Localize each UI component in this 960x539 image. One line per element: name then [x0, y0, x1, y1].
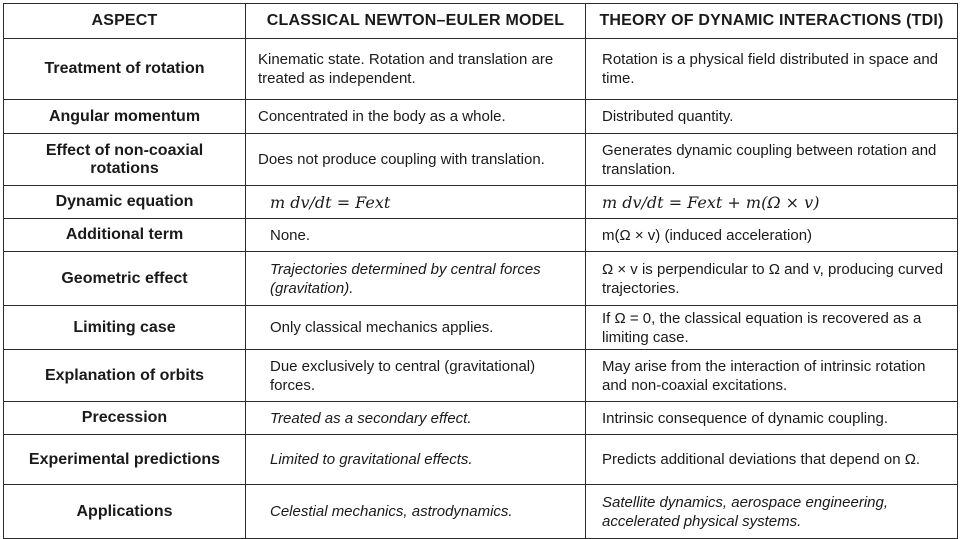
header-classical: CLASSICAL NEWTON–EULER MODEL	[246, 4, 586, 39]
classical-cell: Limited to gravitational effects.	[246, 435, 586, 485]
tdi-cell: Intrinsic consequence of dynamic coupling.	[586, 402, 958, 435]
table-row	[4, 306, 958, 350]
table-row	[4, 402, 958, 435]
table-row	[4, 39, 958, 100]
classical-cell: Celestial mechanics, astrodynamics.	[246, 485, 586, 539]
aspect-cell: Treatment of rotation	[4, 39, 246, 100]
table-row	[4, 252, 958, 306]
tdi-cell: May arise from the interaction of intrinsic rotation and non-coaxial excitations.	[586, 350, 958, 402]
tdi-cell: Distributed quantity.	[586, 100, 958, 134]
aspect-cell: Applications	[4, 485, 246, 539]
table-row	[4, 219, 958, 252]
table-row	[4, 350, 958, 402]
classical-equation: m dv/dt = Fext	[246, 186, 586, 219]
table-row	[4, 485, 958, 539]
tdi-cell: Satellite dynamics, aerospace engineering, accelerated physical systems.	[586, 485, 958, 539]
aspect-cell: Angular momentum	[4, 100, 246, 134]
tdi-cell: If Ω = 0, the classical equation is recovered as a limiting case.	[586, 306, 958, 350]
table-row	[4, 435, 958, 485]
classical-cell: Only classical mechanics applies.	[246, 306, 586, 350]
aspect-cell: Effect of non-coaxial rotations	[4, 134, 246, 186]
classical-cell: Trajectories determined by central forces (gravitation).	[246, 252, 586, 306]
table-row	[4, 100, 958, 134]
tdi-equation: m dv/dt = Fext + m(Ω × v)	[586, 186, 958, 219]
classical-cell: Due exclusively to central (gravitational) forces.	[246, 350, 586, 402]
header-row	[4, 4, 958, 39]
aspect-cell: Experimental predictions	[4, 435, 246, 485]
aspect-cell: Geometric effect	[4, 252, 246, 306]
table-row	[4, 134, 958, 186]
tdi-cell: Rotation is a physical field distributed in space and time.	[586, 39, 958, 100]
tdi-cell: Ω × v is perpendicular to Ω and v, producing curved trajectories.	[586, 252, 958, 306]
classical-cell: Kinematic state. Rotation and translation are treated as independent.	[246, 39, 586, 100]
classical-cell: None.	[246, 219, 586, 252]
aspect-cell: Additional term	[4, 219, 246, 252]
tdi-cell: Generates dynamic coupling between rotation and translation.	[586, 134, 958, 186]
aspect-cell: Precession	[4, 402, 246, 435]
classical-cell: Treated as a secondary effect.	[246, 402, 586, 435]
header-aspect: ASPECT	[4, 4, 246, 39]
classical-cell: Concentrated in the body as a whole.	[246, 100, 586, 134]
tdi-cell: m(Ω × v) (induced acceleration)	[586, 219, 958, 252]
table-row	[4, 186, 958, 219]
tdi-cell: Predicts additional deviations that depend on Ω.	[586, 435, 958, 485]
comparison-table	[3, 3, 958, 539]
aspect-cell: Explanation of orbits	[4, 350, 246, 402]
aspect-cell: Limiting case	[4, 306, 246, 350]
classical-cell: Does not produce coupling with translation.	[246, 134, 586, 186]
header-tdi: THEORY OF DYNAMIC INTERACTIONS (TDI)	[586, 4, 958, 39]
aspect-cell: Dynamic equation	[4, 186, 246, 219]
